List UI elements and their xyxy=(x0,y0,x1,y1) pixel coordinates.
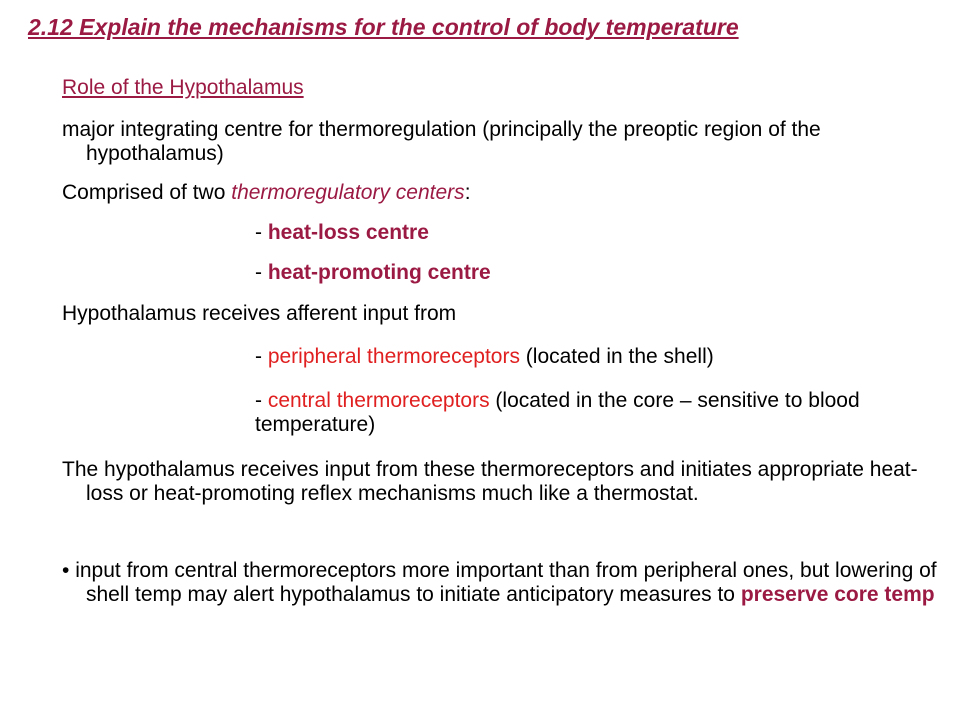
section-heading: Role of the Hypothalamus xyxy=(62,76,304,99)
text-segment: Comprised of two xyxy=(62,181,232,204)
central-thermoreceptors-term: central thermoreceptors xyxy=(267,389,490,412)
paragraph-afferent-input: Hypothalamus receives afferent input from xyxy=(62,302,457,325)
slide-title: 2.12 Explain the mechanisms for the control of body temperature xyxy=(28,14,739,40)
text-segment: (located in the shell) xyxy=(519,345,714,368)
heat-promoting-centre-item xyxy=(255,261,915,285)
dash-marker: - xyxy=(255,221,268,244)
preserve-core-temp-term: preserve core temp xyxy=(740,583,935,606)
peripheral-thermoreceptors-term: peripheral thermoreceptors xyxy=(267,345,520,368)
central-thermoreceptors-item xyxy=(255,389,915,437)
text-segment: (located in the core – sensitive to blood temperature) xyxy=(255,389,860,436)
heat-loss-centre-label: heat-loss centre xyxy=(267,221,429,244)
heat-loss-centre-item xyxy=(255,221,915,245)
text-segment: : xyxy=(464,181,471,204)
dash-marker: - xyxy=(255,389,268,412)
dash-marker: - xyxy=(255,261,268,284)
heat-promoting-centre-label: heat-promoting centre xyxy=(267,261,491,284)
paragraph-thermostat: The hypothalamus receives input from these thermoreceptors and initiates appropriate heat-loss or heat-promoting reflex mechanisms much like a thermostat. xyxy=(62,458,918,505)
thermoregulatory-centers-term: thermoregulatory centers xyxy=(231,181,465,204)
paragraph-integrating-centre: major integrating centre for thermoregulation (principally the preoptic region of the hypothalamus) xyxy=(62,118,821,165)
peripheral-thermoreceptors-item xyxy=(255,345,915,369)
dash-marker: - xyxy=(255,345,268,368)
paragraph-thermoregulatory-centers xyxy=(62,181,946,205)
bullet-marker: • xyxy=(62,559,70,582)
bullet-central-input xyxy=(62,559,946,607)
text-segment: input from central thermoreceptors more important than from peripheral ones, but lowering of shell temp may alert hypothalamus to initiate anticipatory measures to xyxy=(69,559,937,606)
